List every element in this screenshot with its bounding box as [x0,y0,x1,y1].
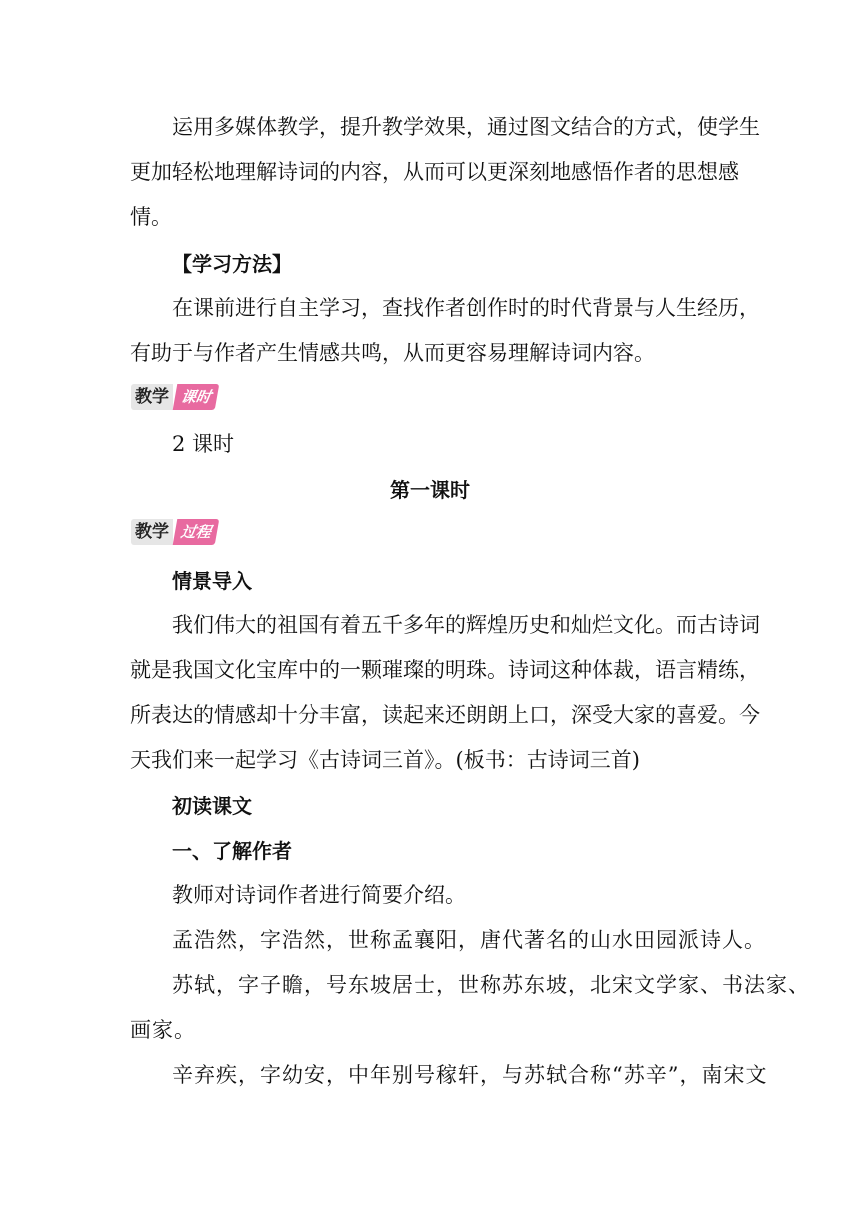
teaching-hours-tag [131,384,217,410]
subheading-author: 一、了解作者 [172,839,292,863]
paragraph-line: 就是我国文化宝库中的一颗璀璨的明珠。诗词这种体裁，语言精练， [130,658,760,682]
paragraph-line: 天我们来一起学习《古诗词三首》。(板书：古诗词三首) [130,748,640,772]
section-heading-intro: 情景导入 [172,569,252,593]
author-xin-line1: 辛弃疾，字幼安，中年别号稼轩，与苏轼合称“苏辛”，南宋文 [172,1063,768,1087]
tag-sub-label: 过程 [173,519,220,545]
paragraph-line: 有助于与作者产生情感共鸣，从而更容易理解诗词内容。 [130,341,655,365]
author-meng: 孟浩然，字浩然，世称孟襄阳，唐代著名的山水田园派诗人。 [172,928,766,952]
author-su-line1: 苏轼，字子瞻，号东坡居士，世称苏东坡，北宋文学家、书法家、 [172,973,810,997]
paragraph-line: 运用多媒体教学，提升教学效果，通过图文结合的方式，使学生 [172,115,760,139]
paragraph-line: 我们伟大的祖国有着五千多年的辉煌历史和灿烂文化。而古诗词 [172,613,760,637]
paragraph-line: 情。 [130,205,172,229]
author-su-line2: 画家。 [130,1018,196,1042]
paragraph-line: 教师对诗词作者进行简要介绍。 [172,883,466,907]
teaching-process-tag [131,519,217,545]
paragraph-line: 所表达的情感却十分丰富，读起来还朗朗上口，深受大家的喜爱。今 [130,703,760,727]
section-heading-study-method: 【学习方法】 [172,252,292,276]
paragraph-line: 在课前进行自主学习，查找作者创作时的时代背景与人生经历， [172,296,760,320]
section-heading-first-read: 初读课文 [172,794,252,818]
lesson-title: 第一课时 [390,478,470,502]
paragraph-line: 更加轻松地理解诗词的内容，从而可以更深刻地感悟作者的思想感 [130,160,739,184]
tag-sub-label: 课时 [173,384,220,410]
tag-main-label: 教学 [131,519,173,545]
tag-main-label: 教学 [131,384,173,410]
hours-text: 2 课时 [172,432,235,456]
